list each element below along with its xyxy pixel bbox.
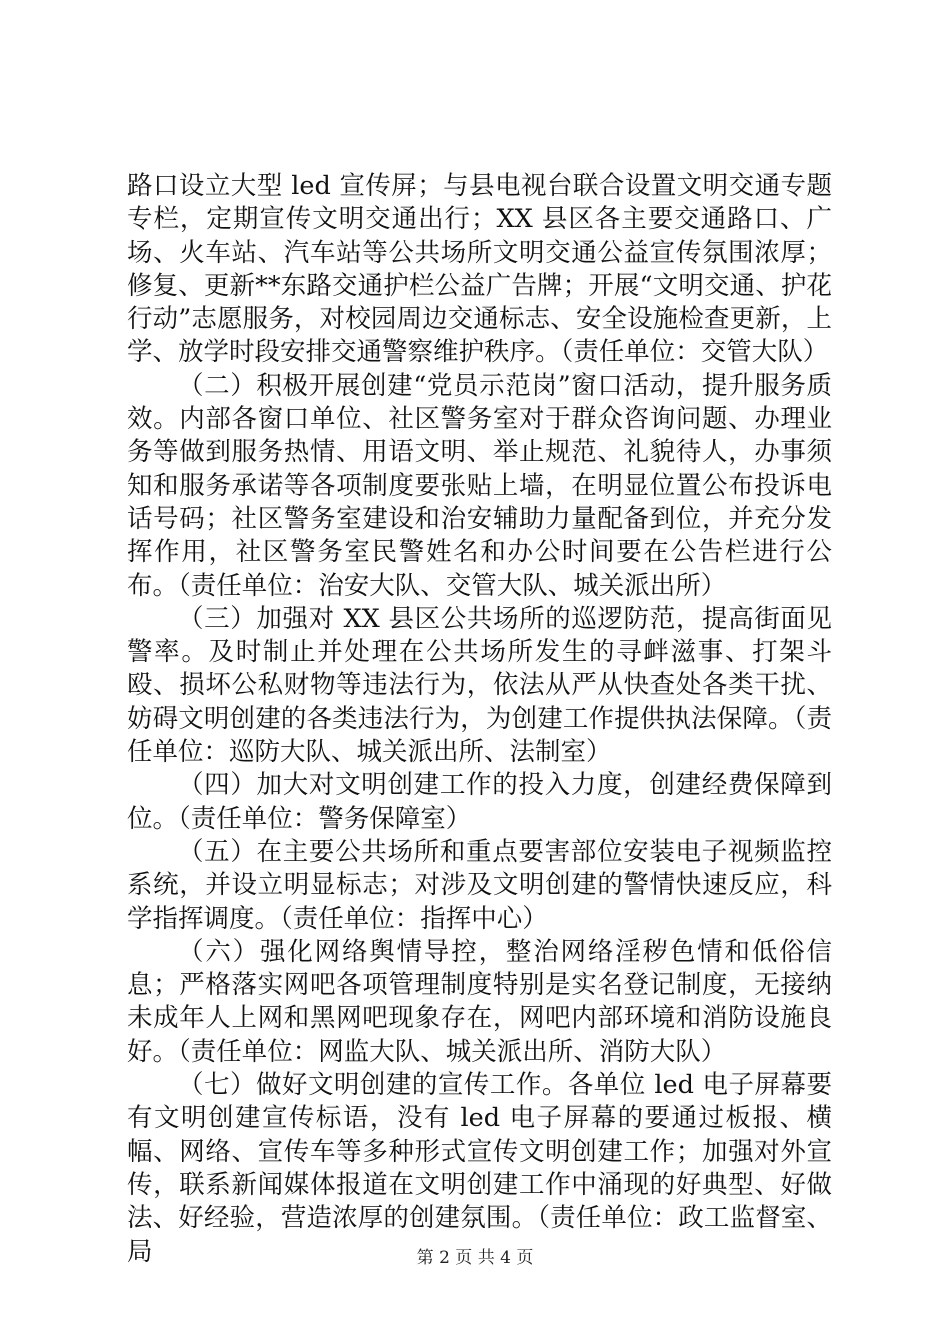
paragraph-item-2: （二）积极开展创建“党员示范岗”窗口活动，提升服务质效。内部各窗口单位、社区警务室对于群众咨询问题、办理业务等做到服务热情、用语文明、举止规范、礼貌待人，办事须知和服务承诺等各项制度要张贴上墙，在明显位置公布投诉电话号码；社区警务室建设和治安辅助力量配备到位，并充分发挥作用，社区警务室民警姓名和办公时间要在公告栏进行公布。（责任单位：治安大队、交管大队、城关派出所）	[127, 370, 832, 601]
page-footer: 第 2 页 共 4 页	[416, 1248, 534, 1268]
paragraph-item-5: （五）在主要公共场所和重点要害部位安装电子视频监控系统，并设立明显标志；对涉及文明创建的警情快速反应，科学指挥调度。（责任单位：指挥中心）	[127, 836, 832, 934]
paragraph-item-4: （四）加大对文明创建工作的投入力度，创建经费保障到位。（责任单位：警务保障室）	[127, 770, 832, 834]
document-body	[127, 170, 832, 1269]
paragraph-item-7: （七）做好文明创建的宣传工作。各单位 led 电子屏幕要有文明创建宣传标语，没有 led 电子屏幕的要通过板报、横幅、网络、宣传车等多种形式宣传文明创建工作；加强对外宣传，联系新闻媒体报道在文明创建工作中涌现的好典型、好做法、好经验，营造浓厚的创建氛围。（责任单位：政工监督室、局	[127, 1070, 832, 1267]
paragraph-item-6: （六）强化网络舆情导控，整治网络淫秽色情和低俗信息；严格落实网吧各项管理制度特别是实名登记制度，无接纳未成年人上网和黑网吧现象存在，网吧内部环境和消防设施良好。（责任单位：网监大队、城关派出所、消防大队）	[127, 936, 832, 1067]
paragraph-continuation: 路口设立大型 led 宣传屏；与县电视台联合设置文明交通专题专栏，定期宣传文明交通出行；XX 县区各主要交通路口、广场、火车站、汽车站等公共场所文明交通公益宣传氛围浓厚；修复、更新**东路交通护栏公益广告牌；开展“文明交通、护花行动”志愿服务，对校园周边交通标志、安全设施检查更新，上学、放学时段安排交通警察维护秩序。（责任单位：交管大队）	[127, 171, 832, 368]
paragraph-item-3: （三）加强对 XX 县区公共场所的巡逻防范，提高街面见警率。及时制止并处理在公共场所发生的寻衅滋事、打架斗殴、损坏公私财物等违法行为，依法从严从快查处各类干扰、妨碍文明创建的各类违法行为，为创建工作提供执法保障。（责任单位：巡防大队、城关派出所、法制室）	[127, 603, 832, 768]
